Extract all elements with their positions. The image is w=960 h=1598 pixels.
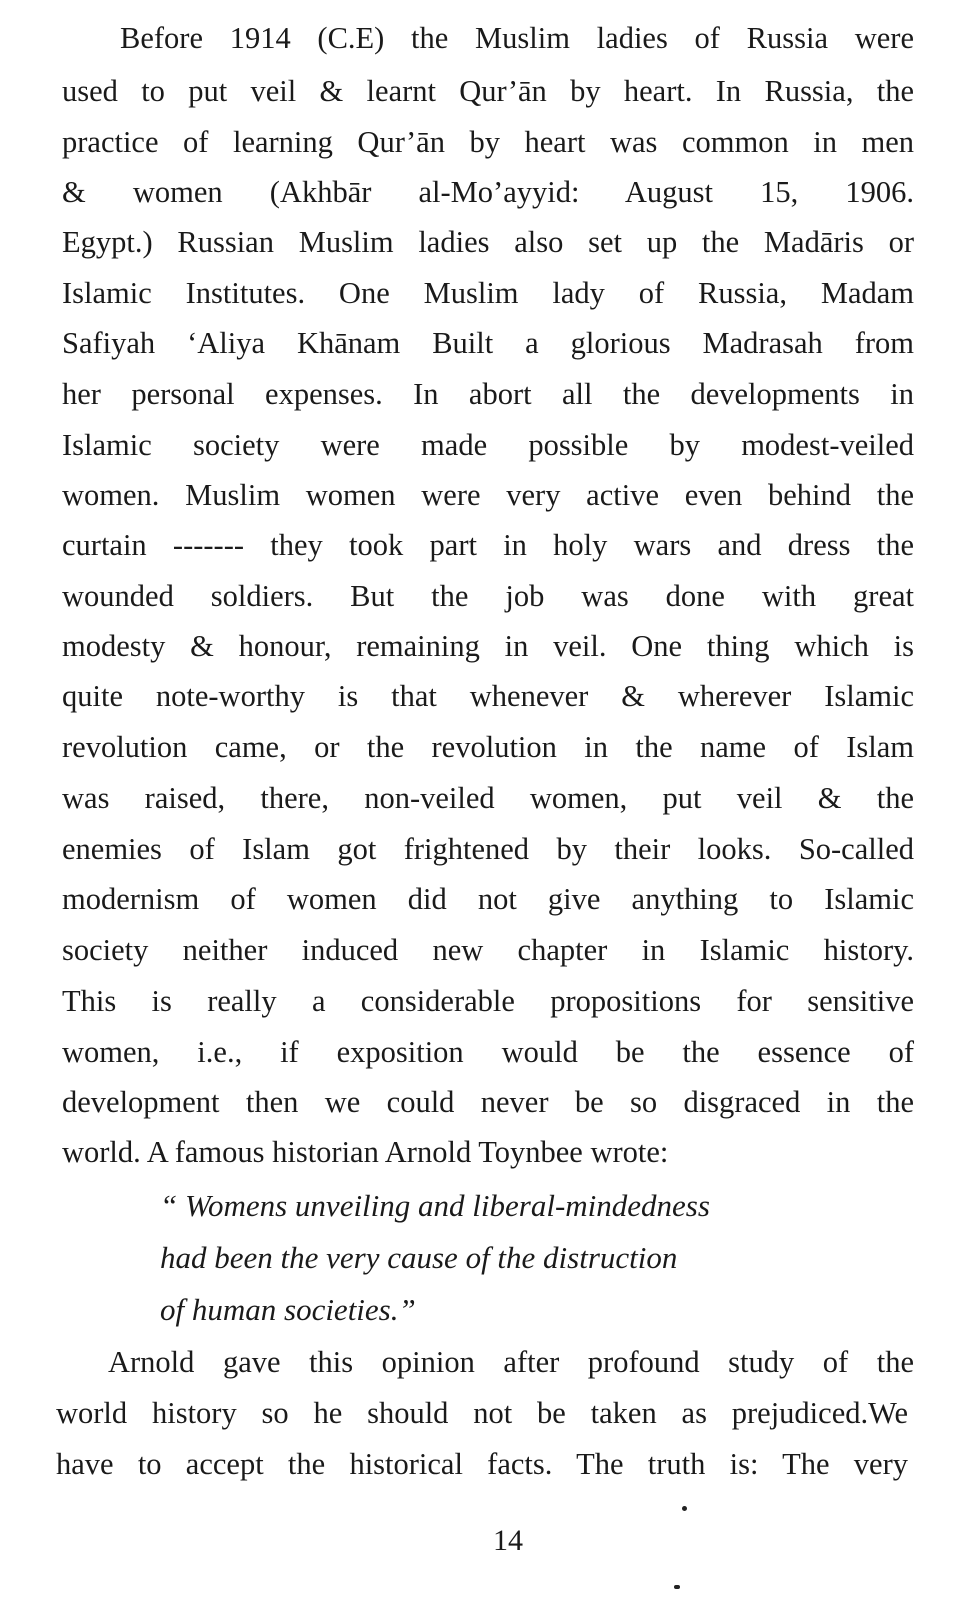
scan-speck: [674, 1585, 680, 1589]
body-text-line: was raised, there, non-veiled women, put veil & the: [62, 781, 914, 815]
body-text-line: enemies of Islam got frightened by their looks. So-called: [62, 832, 914, 866]
body-text-line: have to accept the historical facts. The truth is: The very: [56, 1447, 908, 1481]
body-text-line: Before 1914 (C.E) the Muslim ladies of Russia were: [120, 21, 914, 55]
body-text-line: modesty & honour, remaining in veil. One thing which is: [62, 629, 914, 663]
body-text-line: society neither induced new chapter in Islamic history.: [62, 933, 914, 967]
body-text-line: Safiyah ‘Aliya Khānam Built a glorious Madrasah from: [62, 326, 914, 360]
body-text-line: world history so he should not be taken as prejudiced.We: [56, 1396, 908, 1430]
body-text-line: Islamic society were made possible by modest-veiled: [62, 428, 914, 462]
scan-speck: [682, 1506, 687, 1511]
body-text-line: practice of learning Qur’ān by heart was common in men: [62, 125, 914, 159]
quote-line: had been the very cause of the distruction: [160, 1240, 678, 1275]
body-text-line: Islamic Institutes. One Muslim lady of Russia, Madam: [62, 276, 914, 310]
body-text-line: revolution came, or the revolution in the name of Islam: [62, 730, 914, 764]
body-text-line: world. A famous historian Arnold Toynbee wrote:: [62, 1135, 669, 1169]
body-text-line: women, i.e., if exposition would be the essence of: [62, 1035, 914, 1069]
body-text-line: This is really a considerable propositions for sensitive: [62, 984, 914, 1018]
body-text-line: modernism of women did not give anything to Islamic: [62, 882, 914, 916]
body-text-line: used to put veil & learnt Qur’ān by heart. In Russia, the: [62, 74, 914, 108]
body-text-line: her personal expenses. In abort all the developments in: [62, 377, 914, 411]
body-text-line: curtain ------- they took part in holy wars and dress the: [62, 528, 914, 562]
body-text-line: Arnold gave this opinion after profound study of the: [108, 1345, 914, 1379]
quote-line: “ Womens unveiling and liberal-mindedness: [160, 1188, 710, 1223]
body-text-line: women. Muslim women were very active even behind the: [62, 478, 914, 512]
page-number: 14: [493, 1524, 523, 1557]
body-text-line: & women (Akhbār al-Mo’ayyid: August 15, 1906.: [62, 175, 914, 209]
body-text-line: Egypt.) Russian Muslim ladies also set up the Madāris or: [62, 225, 914, 259]
quote-line: of human societies.”: [160, 1292, 416, 1327]
body-text-line: development then we could never be so disgraced in the: [62, 1085, 914, 1119]
body-text-line: quite note-worthy is that whenever & wherever Islamic: [62, 679, 914, 713]
body-text-line: wounded soldiers. But the job was done with great: [62, 579, 914, 613]
